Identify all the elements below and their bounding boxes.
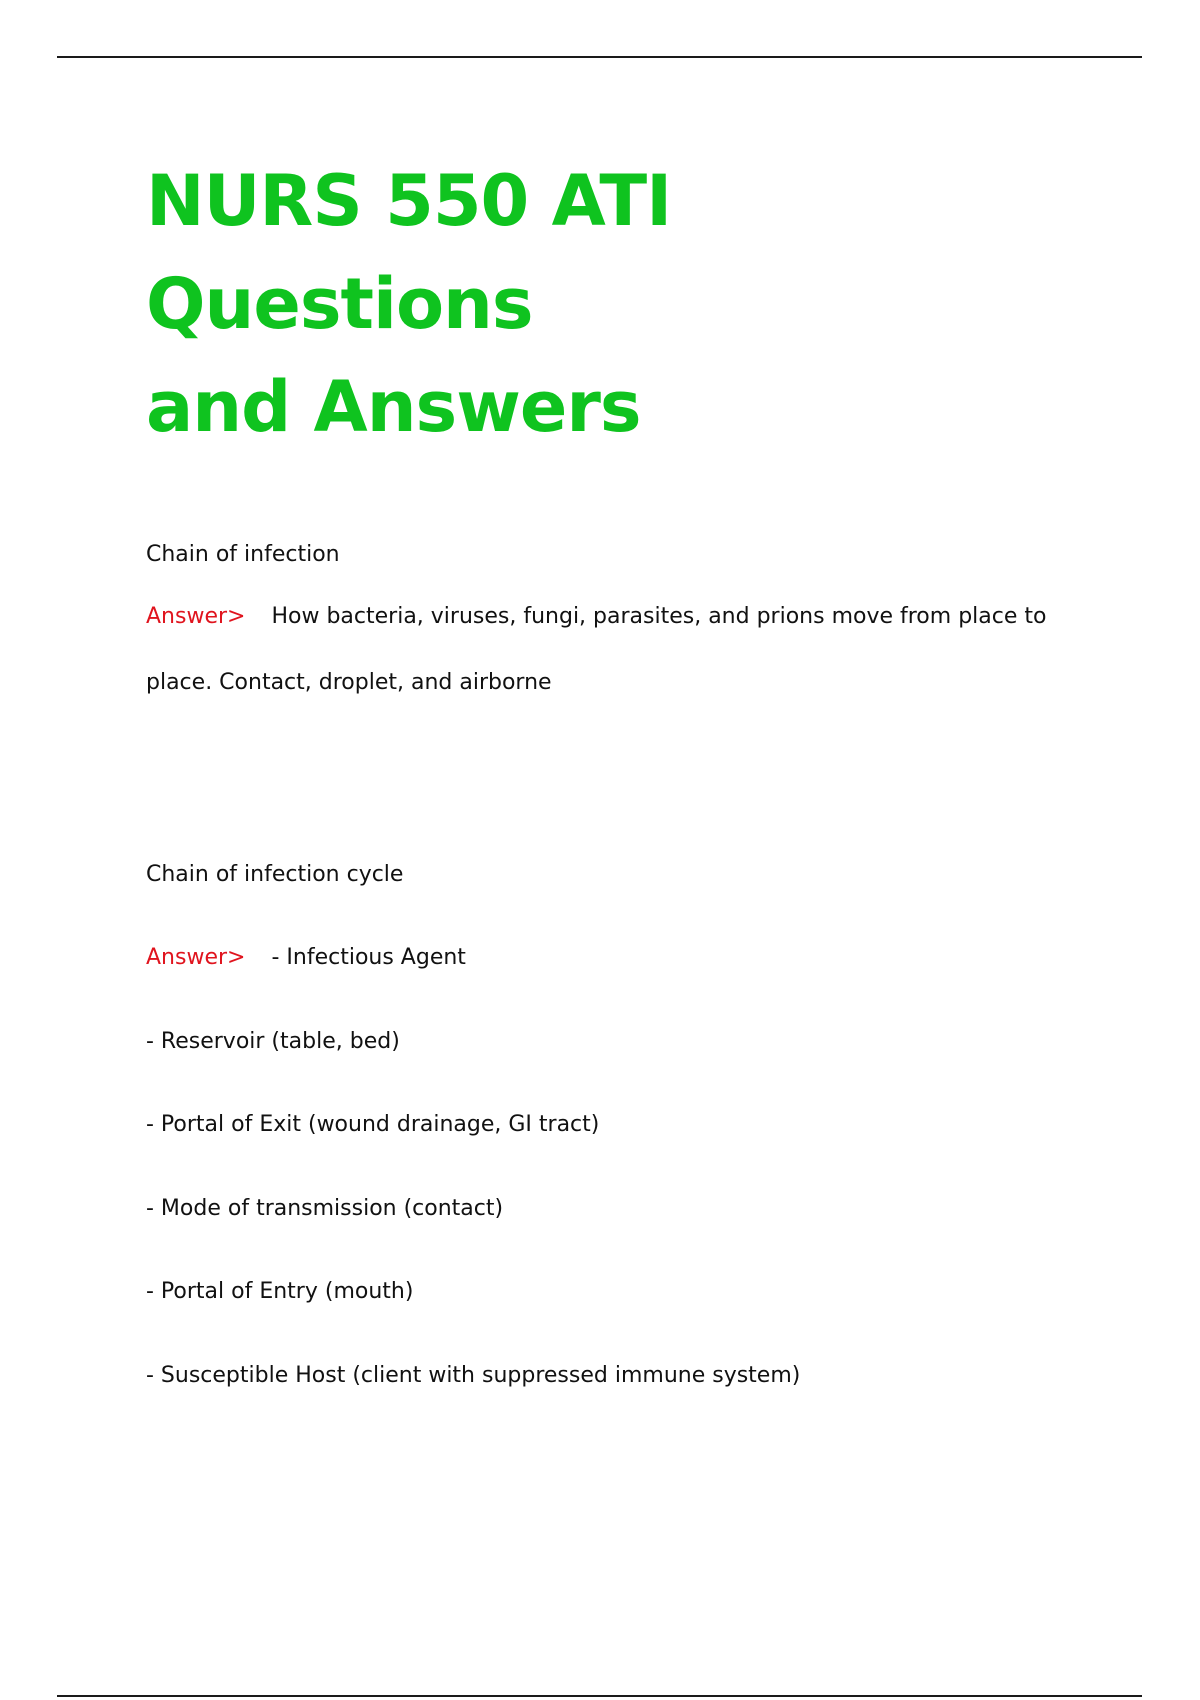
answer-line-1 [146, 602, 1066, 632]
list-item: - Reservoir (table, bed) [146, 1029, 400, 1054]
spacer [146, 570, 1066, 602]
question-text: Chain of infection cycle [146, 862, 404, 887]
question-text: Chain of infection [146, 542, 340, 567]
title-line-1: NURS 550 ATI Questions [146, 160, 672, 345]
answer-line-2: place. Contact, droplet, and airborne [146, 670, 552, 695]
list-item: - Portal of Exit (wound drainage, GI tract) [146, 1112, 600, 1137]
answer-text: - Infectious Agent [271, 945, 466, 970]
list-item: - Portal of Entry (mouth) [146, 1279, 414, 1304]
document-body [146, 150, 1066, 1388]
list-item: - Susceptible Host (client with suppressed immune system) [146, 1363, 801, 1388]
answer-text: How bacteria, viruses, fungi, parasites, and prions move from place to [271, 604, 1047, 629]
list-item: - Mode of transmission (contact) [146, 1196, 504, 1221]
answer-label: Answer> [146, 604, 246, 629]
footer-rule [57, 1695, 1142, 1697]
document-title [146, 150, 1066, 459]
answer-label: Answer> [146, 945, 246, 970]
answer-line-1 [146, 943, 466, 973]
qa-item-1 [146, 540, 1066, 698]
title-line-2: and Answers [146, 366, 641, 448]
qa-item-2 [146, 860, 1066, 1388]
header-rule [57, 56, 1142, 58]
